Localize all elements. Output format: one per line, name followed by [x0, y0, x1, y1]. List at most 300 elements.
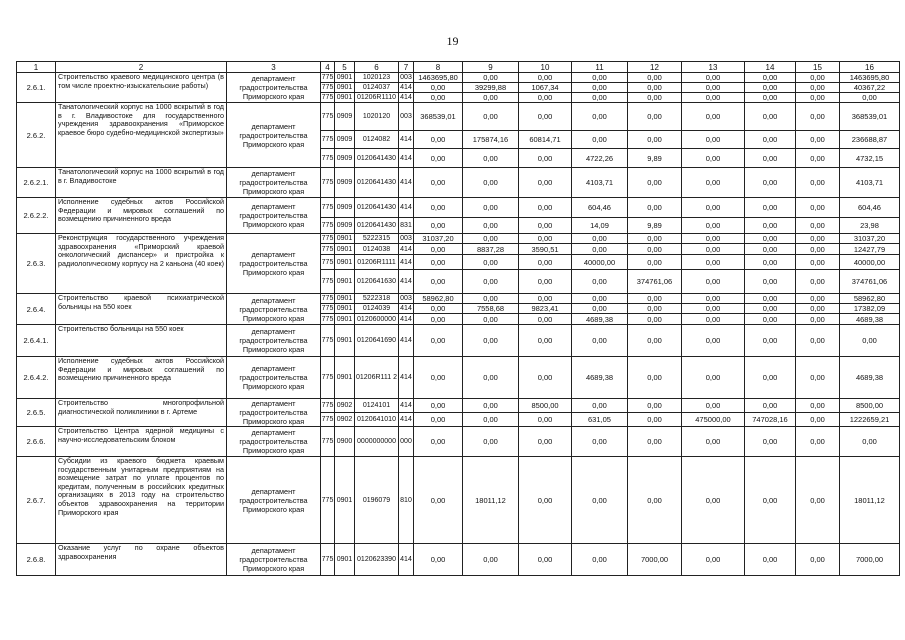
year-amount: 7000,00	[628, 544, 682, 576]
total-amount: 40367,22	[840, 83, 900, 93]
section-code: 0909	[335, 218, 355, 234]
ministry-code: 775	[321, 94, 334, 101]
year-amount: 0,00	[519, 218, 572, 234]
section-code: 0902	[335, 399, 355, 413]
target-article-code: 01206R1111	[355, 255, 399, 270]
item-code: 2.6.2.2.	[17, 198, 56, 234]
expense-type-code: 003	[400, 74, 412, 81]
year-amount: 0,00	[682, 83, 745, 93]
expense-type-code: 414	[400, 315, 412, 323]
year-amount: 0,00	[796, 198, 840, 218]
year-amount: 0,00	[682, 73, 745, 83]
target-article-code: 0120641430	[355, 198, 399, 218]
section-code: 0901	[335, 244, 355, 255]
ministry-code: 775	[321, 270, 335, 294]
section-code: 0901	[335, 234, 355, 244]
year-amount: 0,00	[519, 73, 572, 83]
year-amount: 0,00	[519, 149, 572, 168]
year-amount: 0,00	[745, 103, 796, 131]
section-code: 0901	[335, 83, 355, 93]
total-amount: 0,00	[840, 325, 900, 357]
year-amount: 0,00	[463, 149, 519, 168]
year-amount: 3590,51	[519, 244, 572, 255]
year-amount: 0,00	[519, 234, 572, 244]
year-amount: 0,00	[414, 325, 463, 357]
year-amount: 0,00	[414, 399, 463, 413]
year-amount: 0,00	[463, 427, 519, 457]
year-amount: 0,00	[572, 399, 628, 413]
year-amount: 0,00	[745, 234, 796, 244]
ministry-code: 775	[321, 427, 335, 457]
year-amount: 0,00	[745, 544, 796, 576]
year-amount: 31037,20	[414, 234, 463, 244]
year-amount: 0,00	[519, 457, 572, 544]
section-code: 0901	[335, 73, 355, 83]
year-amount: 0,00	[745, 399, 796, 413]
year-amount: 18011,12	[463, 457, 519, 544]
expense-type-code: 000	[399, 427, 414, 457]
year-amount: 60814,71	[519, 131, 572, 149]
item-name: Строительство краевой психиатрической больницы на 550 коек	[56, 294, 227, 325]
year-amount: 0,00	[519, 198, 572, 218]
year-amount: 0,00	[572, 83, 628, 93]
year-amount: 0,00	[463, 399, 519, 413]
year-amount: 0,00	[463, 357, 519, 399]
year-amount: 0,00	[463, 198, 519, 218]
section-code: 0901	[335, 294, 355, 304]
total-amount: 23,98	[840, 218, 900, 234]
table-row	[17, 168, 900, 198]
year-amount: 0,00	[519, 314, 572, 325]
year-amount: 0,00	[519, 544, 572, 576]
item-name: Субсидии из краевого бюджета краевым государственным унитарным предприятиям на возмещение затрат по уплате процентов по кредитам, полученным в российских кредитных организациях в 2013 году на строительство объектов здравоохранения на территории Приморского края	[56, 457, 227, 544]
table-row	[17, 399, 900, 413]
column-number-header: 13	[682, 62, 745, 73]
year-amount: 0,00	[682, 234, 745, 244]
item-code: 2.6.1.	[17, 73, 56, 103]
table-row	[17, 103, 900, 131]
section-code: 0901	[335, 255, 355, 270]
year-amount: 0,00	[682, 131, 745, 149]
year-amount: 0,00	[745, 457, 796, 544]
year-amount: 0,00	[572, 234, 628, 244]
item-code: 2.6.4.	[17, 294, 56, 325]
year-amount: 0,00	[628, 255, 682, 270]
department-name: департамент градостроительства Приморского края	[227, 357, 321, 399]
item-code: 2.6.2.	[17, 103, 56, 168]
year-amount: 0,00	[796, 304, 840, 314]
year-amount: 0,00	[745, 304, 796, 314]
item-name: Исполнение судебных актов Российской Федерации и мировых соглашений по возмещению причиненного вреда	[56, 198, 227, 234]
expense-type-code: 414	[400, 94, 412, 101]
year-amount: 0,00	[745, 294, 796, 304]
target-article-code: 0124039	[355, 304, 399, 314]
year-amount: 0,00	[682, 325, 745, 357]
section-code: 0909	[335, 149, 355, 168]
year-amount: 0,00	[628, 93, 682, 103]
year-amount: 0,00	[628, 198, 682, 218]
year-amount: 0,00	[682, 255, 745, 270]
year-amount: 0,00	[745, 255, 796, 270]
item-name: Танатологический корпус на 1000 вскрытий в год в г. Владивостоке для государственного учреждения здравоохранения «Приморское краевое бюро судебно-медицинской экспертизы»	[56, 103, 227, 168]
total-amount: 0,00	[840, 93, 900, 103]
year-amount: 0,00	[519, 270, 572, 294]
budget-table	[16, 61, 900, 576]
year-amount: 0,00	[414, 149, 463, 168]
year-amount: 0,00	[572, 544, 628, 576]
year-amount: 0,00	[796, 270, 840, 294]
total-amount: 368539,01	[840, 103, 900, 131]
target-article-code: 01206R1110	[355, 93, 399, 103]
year-amount: 0,00	[628, 413, 682, 427]
table-row	[17, 73, 900, 83]
year-amount: 0,00	[745, 244, 796, 255]
item-code: 2.6.3.	[17, 234, 56, 294]
year-amount: 0,00	[682, 544, 745, 576]
year-amount: 0,00	[463, 218, 519, 234]
total-amount: 1222659,21	[840, 413, 900, 427]
year-amount: 0,00	[414, 198, 463, 218]
year-amount: 0,00	[519, 168, 572, 198]
year-amount: 0,00	[414, 93, 463, 103]
section-code: 0901	[335, 304, 355, 314]
year-amount: 0,00	[628, 294, 682, 304]
year-amount: 8500,00	[519, 399, 572, 413]
section-code: 0909	[335, 168, 355, 198]
item-name: Оказание услуг по охране объектов здравоохранения	[56, 544, 227, 576]
year-amount: 1067,34	[519, 83, 572, 93]
year-amount: 0,00	[463, 314, 519, 325]
total-amount: 374761,06	[840, 270, 900, 294]
item-code: 2.6.4.2.	[17, 357, 56, 399]
year-amount: 0,00	[414, 168, 463, 198]
year-amount: 0,00	[745, 357, 796, 399]
column-number-header: 15	[796, 62, 840, 73]
year-amount: 0,00	[796, 413, 840, 427]
target-article-code: 01206R111 2	[355, 357, 399, 399]
ministry-code: 775	[321, 74, 334, 81]
year-amount: 368539,01	[414, 103, 463, 131]
year-amount: 0,00	[796, 218, 840, 234]
year-amount: 0,00	[519, 103, 572, 131]
item-name: Строительство краевого медицинского центра (в том числе проектно-изыскательские работы)	[56, 73, 227, 103]
year-amount: 0,00	[628, 234, 682, 244]
table-row	[17, 294, 900, 304]
column-number-header: 7	[399, 62, 414, 73]
table-row	[17, 357, 900, 399]
year-amount: 4689,38	[572, 314, 628, 325]
year-amount: 0,00	[519, 427, 572, 457]
table-row	[17, 198, 900, 218]
year-amount: 0,00	[572, 427, 628, 457]
year-amount: 0,00	[628, 83, 682, 93]
total-amount: 12427,79	[840, 244, 900, 255]
ministry-code: 775	[321, 131, 335, 149]
year-amount: 0,00	[414, 244, 463, 255]
section-code: 0901	[335, 357, 355, 399]
department-name: департамент градостроительства Приморского края	[227, 544, 321, 576]
year-amount: 0,00	[572, 304, 628, 314]
expense-type-code: 831	[399, 218, 414, 234]
year-amount: 0,00	[745, 218, 796, 234]
department-name: департамент градостроительства Приморского края	[227, 168, 321, 198]
year-amount: 0,00	[572, 325, 628, 357]
year-amount: 0,00	[572, 294, 628, 304]
ministry-code: 775	[321, 168, 335, 198]
expense-type-code: 003	[400, 295, 412, 302]
year-amount: 0,00	[414, 427, 463, 457]
year-amount: 0,00	[572, 457, 628, 544]
expense-type-code: 414	[400, 84, 412, 91]
ministry-code: 775	[321, 357, 335, 399]
table-row	[17, 457, 900, 544]
year-amount: 0,00	[414, 83, 463, 93]
department-name: департамент градостроительства Приморского края	[227, 399, 321, 427]
column-number-header: 4	[321, 62, 335, 73]
expense-type-code: 414	[399, 168, 414, 198]
year-amount: 0,00	[745, 427, 796, 457]
year-amount: 0,00	[796, 457, 840, 544]
department-name: департамент градостроительства Приморского края	[227, 234, 321, 294]
year-amount: 0,00	[572, 270, 628, 294]
ministry-code: 775	[321, 305, 334, 312]
department-name: департамент градостроительства Приморского края	[227, 73, 321, 103]
expense-type-code: 414	[399, 357, 414, 399]
year-amount: 0,00	[745, 73, 796, 83]
department-name: департамент градостроительства Приморского края	[227, 198, 321, 234]
section-code: 0901	[335, 314, 355, 325]
year-amount: 0,00	[796, 427, 840, 457]
column-number-header: 11	[572, 62, 628, 73]
year-amount: 0,00	[682, 357, 745, 399]
year-amount: 0,00	[414, 413, 463, 427]
year-amount: 0,00	[682, 198, 745, 218]
year-amount: 0,00	[682, 168, 745, 198]
item-name: Строительство Центра ядерной медицины с научно-исследовательским блоком	[56, 427, 227, 457]
year-amount: 0,00	[628, 357, 682, 399]
year-amount: 0,00	[796, 314, 840, 325]
ministry-code: 775	[321, 84, 334, 91]
year-amount: 0,00	[463, 93, 519, 103]
column-number-header: 16	[840, 62, 900, 73]
column-number-header: 14	[745, 62, 796, 73]
year-amount: 0,00	[628, 399, 682, 413]
target-article-code: 0120641430	[355, 168, 399, 198]
target-article-code: 0124101	[355, 399, 399, 413]
ministry-code: 775	[321, 149, 335, 168]
year-amount: 0,00	[519, 255, 572, 270]
year-amount: 0,00	[414, 304, 463, 314]
year-amount: 0,00	[463, 294, 519, 304]
year-amount: 0,00	[414, 270, 463, 294]
year-amount: 0,00	[519, 357, 572, 399]
year-amount: 0,00	[796, 294, 840, 304]
item-code: 2.6.6.	[17, 427, 56, 457]
item-name: Исполнение судебных актов Российской Федерации и мировых соглашений по возмещению причиненного вреда	[56, 357, 227, 399]
year-amount: 175874,16	[463, 131, 519, 149]
expense-type-code: 414	[399, 131, 414, 149]
total-amount: 40000,00	[840, 255, 900, 270]
expense-type-code: 414	[399, 198, 414, 218]
year-amount: 0,00	[682, 314, 745, 325]
year-amount: 1463695,80	[414, 73, 463, 83]
year-amount: 0,00	[519, 93, 572, 103]
year-amount: 4722,26	[572, 149, 628, 168]
year-amount: 0,00	[572, 103, 628, 131]
year-amount: 0,00	[519, 325, 572, 357]
year-amount: 0,00	[682, 270, 745, 294]
department-name: департамент градостроительства Приморского края	[227, 457, 321, 544]
item-name: Строительство больницы на 550 коек	[56, 325, 227, 357]
year-amount: 0,00	[682, 244, 745, 255]
item-name: Строительство многопрофильной диагностической поликлиники в г. Артеме	[56, 399, 227, 427]
ministry-code: 775	[321, 295, 334, 302]
ministry-code: 775	[321, 255, 335, 270]
expense-type-code: 003	[400, 235, 412, 242]
year-amount: 0,00	[628, 168, 682, 198]
year-amount: 4689,38	[572, 357, 628, 399]
target-article-code: 0120641630	[355, 270, 399, 294]
total-amount: 4689,38	[840, 314, 900, 325]
year-amount: 0,00	[796, 149, 840, 168]
expense-type-code: 414	[399, 544, 414, 576]
year-amount: 9,89	[628, 149, 682, 168]
column-number-header: 12	[628, 62, 682, 73]
year-amount: 0,00	[628, 103, 682, 131]
year-amount: 40000,00	[572, 255, 628, 270]
total-amount: 4103,71	[840, 168, 900, 198]
year-amount: 0,00	[745, 93, 796, 103]
ministry-code: 775	[321, 218, 335, 234]
target-article-code: 5222315	[355, 234, 399, 244]
year-amount: 0,00	[463, 103, 519, 131]
column-number-header: 8	[414, 62, 463, 73]
year-amount: 0,00	[796, 73, 840, 83]
year-amount: 0,00	[519, 413, 572, 427]
year-amount: 374761,06	[628, 270, 682, 294]
year-amount: 0,00	[682, 427, 745, 457]
target-article-code: 0120641010	[355, 413, 399, 427]
target-article-code: 0124082	[355, 131, 399, 149]
year-amount: 0,00	[796, 93, 840, 103]
section-code: 0909	[335, 103, 355, 131]
target-article-code: 0124037	[355, 83, 399, 93]
year-amount: 0,00	[572, 73, 628, 83]
table-row	[17, 234, 900, 244]
section-code: 0901	[335, 93, 355, 103]
item-code: 2.6.7.	[17, 457, 56, 544]
year-amount: 0,00	[745, 83, 796, 93]
year-amount: 0,00	[572, 131, 628, 149]
department-name: департамент градостроительства Приморского края	[227, 427, 321, 457]
target-article-code: 5222318	[355, 294, 399, 304]
year-amount: 9823,41	[519, 304, 572, 314]
target-article-code: 0124038	[355, 244, 399, 255]
year-amount: 0,00	[463, 270, 519, 294]
year-amount: 0,00	[745, 314, 796, 325]
item-code: 2.6.4.1.	[17, 325, 56, 357]
year-amount: 0,00	[463, 73, 519, 83]
section-code: 0901	[335, 457, 355, 544]
year-amount: 0,00	[628, 131, 682, 149]
table-row	[17, 544, 900, 576]
year-amount: 0,00	[414, 255, 463, 270]
year-amount: 0,00	[628, 314, 682, 325]
expense-type-code: 414	[400, 245, 412, 253]
year-amount: 747028,16	[745, 413, 796, 427]
expense-type-code: 003	[399, 103, 414, 131]
year-amount: 0,00	[682, 218, 745, 234]
ministry-code: 775	[321, 315, 334, 323]
total-amount: 1463695,80	[840, 73, 900, 83]
year-amount: 0,00	[796, 168, 840, 198]
year-amount: 0,00	[572, 244, 628, 255]
target-article-code: 0120641690	[355, 325, 399, 357]
column-number-header: 1	[17, 62, 56, 73]
column-number-header: 3	[227, 62, 321, 73]
target-article-code: 0196079	[355, 457, 399, 544]
year-amount: 0,00	[745, 325, 796, 357]
year-amount: 0,00	[796, 103, 840, 131]
year-amount: 0,00	[628, 457, 682, 544]
total-amount: 7000,00	[840, 544, 900, 576]
year-amount: 0,00	[628, 427, 682, 457]
year-amount: 7558,68	[463, 304, 519, 314]
ministry-code: 775	[321, 198, 335, 218]
ministry-code: 775	[321, 245, 334, 253]
column-number-header: 5	[335, 62, 355, 73]
item-code: 2.6.8.	[17, 544, 56, 576]
column-number-header: 9	[463, 62, 519, 73]
year-amount: 0,00	[414, 457, 463, 544]
target-article-code: 1020123	[355, 73, 399, 83]
year-amount: 0,00	[414, 357, 463, 399]
year-amount: 0,00	[796, 325, 840, 357]
section-code: 0900	[335, 427, 355, 457]
year-amount: 58962,80	[414, 294, 463, 304]
total-amount: 58962,80	[840, 294, 900, 304]
page-number: 19	[446, 34, 459, 48]
target-article-code: 0120641430	[355, 149, 399, 168]
year-amount: 0,00	[682, 103, 745, 131]
expense-type-code: 414	[399, 413, 414, 427]
year-amount: 0,00	[745, 131, 796, 149]
year-amount: 0,00	[796, 357, 840, 399]
ministry-code: 775	[321, 399, 335, 413]
total-amount: 236688,87	[840, 131, 900, 149]
ministry-code: 775	[321, 103, 335, 131]
year-amount: 0,00	[628, 325, 682, 357]
target-article-code: 1020120	[355, 103, 399, 131]
total-amount: 604,46	[840, 198, 900, 218]
year-amount: 0,00	[463, 413, 519, 427]
section-code: 0901	[335, 270, 355, 294]
item-code: 2.6.5.	[17, 399, 56, 427]
section-code: 0909	[335, 198, 355, 218]
year-amount: 0,00	[414, 314, 463, 325]
year-amount: 0,00	[682, 457, 745, 544]
year-amount: 0,00	[463, 234, 519, 244]
year-amount: 0,00	[682, 399, 745, 413]
total-amount: 4732,15	[840, 149, 900, 168]
section-code: 0902	[335, 413, 355, 427]
table-row	[17, 427, 900, 457]
year-amount: 0,00	[745, 168, 796, 198]
total-amount: 0,00	[840, 427, 900, 457]
year-amount: 0,00	[745, 198, 796, 218]
ministry-code: 775	[321, 325, 335, 357]
expense-type-code: 810	[399, 457, 414, 544]
